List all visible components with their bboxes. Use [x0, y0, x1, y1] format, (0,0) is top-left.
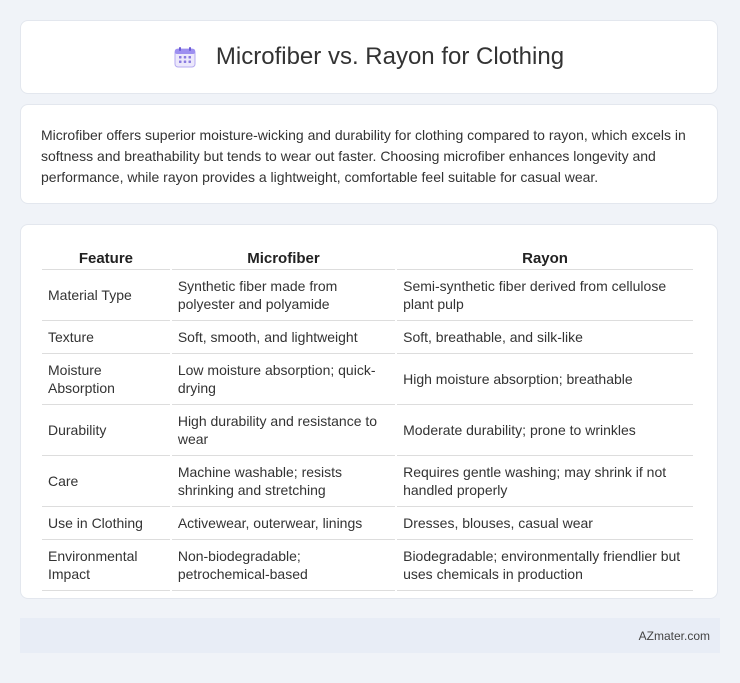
feature-cell: Texture	[42, 321, 170, 354]
table-row	[42, 405, 693, 456]
feature-cell: Environmental Impact	[42, 540, 170, 591]
feature-cell: Use in Clothing	[42, 507, 170, 540]
header-feature: Feature	[42, 247, 170, 270]
comparison-table-card	[20, 224, 718, 599]
footer-bar	[20, 618, 720, 653]
header-microfiber: Microfiber	[172, 247, 395, 270]
rayon-cell: Soft, breathable, and silk-like	[397, 321, 693, 354]
microfiber-cell: Non-biodegradable; petrochemical-based	[172, 540, 395, 591]
title-card	[20, 20, 718, 94]
page-title: Microfiber vs. Rayon for Clothing	[215, 43, 565, 70]
footer-brand[interactable]: AZmater.com	[638, 628, 710, 643]
table-row	[42, 507, 693, 540]
feature-cell: Material Type	[42, 270, 170, 321]
rayon-cell: High moisture absorption; breathable	[397, 354, 693, 405]
summary-card	[20, 104, 718, 204]
rayon-cell: Requires gentle washing; may shrink if not handled properly	[397, 456, 693, 507]
feature-cell: Care	[42, 456, 170, 507]
table-row	[42, 354, 693, 405]
calendar-icon	[174, 46, 196, 68]
microfiber-cell: Low moisture absorption; quick-drying	[172, 354, 395, 405]
microfiber-cell: Synthetic fiber made from polyester and polyamide	[172, 270, 395, 321]
feature-cell: Moisture Absorption	[42, 354, 170, 405]
comparison-table	[40, 247, 695, 591]
rayon-cell: Semi-synthetic fiber derived from cellulose plant pulp	[397, 270, 693, 321]
microfiber-cell: Activewear, outerwear, linings	[172, 507, 395, 540]
microfiber-cell: Soft, smooth, and lightweight	[172, 321, 395, 354]
rayon-cell: Moderate durability; prone to wrinkles	[397, 405, 693, 456]
table-row	[42, 540, 693, 591]
feature-cell: Durability	[42, 405, 170, 456]
table-row	[42, 270, 693, 321]
summary-text: Microfiber offers superior moisture-wicking and durability for clothing compared to rayon, which excels in softness and breathability but tends to wear out faster. Choosing microfiber enhances longevity and performance, while rayon provides a lightweight, comfortable feel suitable for casual wear.	[41, 127, 686, 185]
rayon-cell: Biodegradable; environmentally friendlier but uses chemicals in production	[397, 540, 693, 591]
rayon-cell: Dresses, blouses, casual wear	[397, 507, 693, 540]
microfiber-cell: Machine washable; resists shrinking and stretching	[172, 456, 395, 507]
microfiber-cell: High durability and resistance to wear	[172, 405, 395, 456]
table-row	[42, 456, 693, 507]
table-header-row	[42, 247, 693, 270]
header-rayon: Rayon	[397, 247, 693, 270]
table-row	[42, 321, 693, 354]
